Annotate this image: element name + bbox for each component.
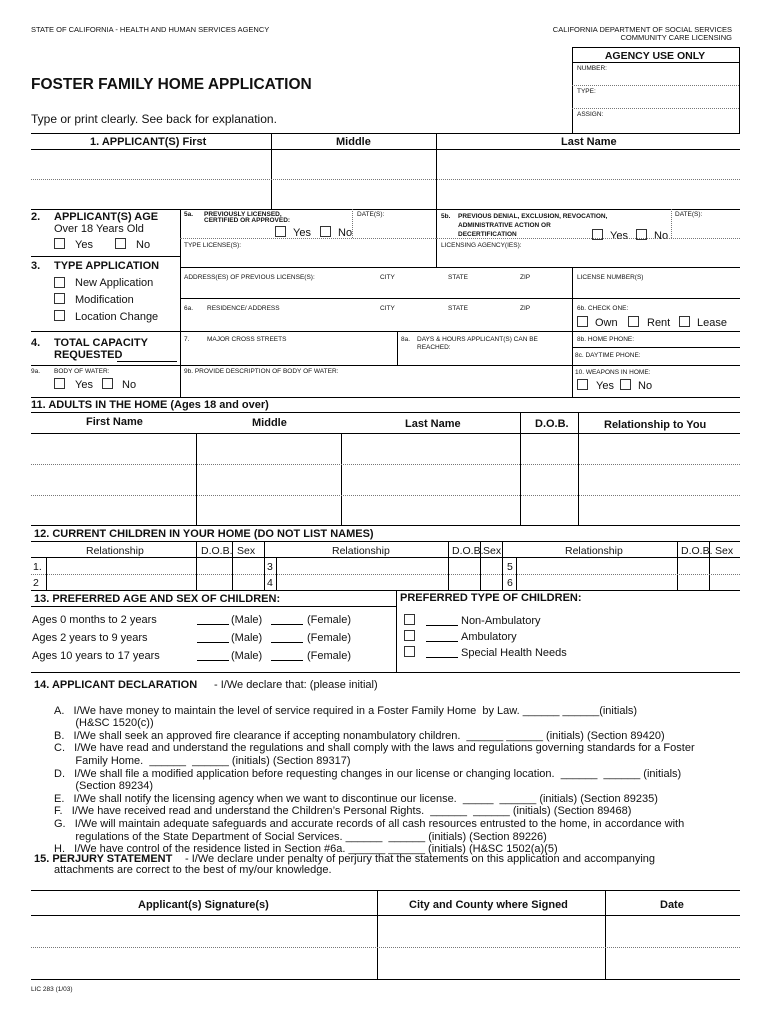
prev-address-label: ADDRESS(ES) OF PREVIOUS LICENSE(S): bbox=[184, 274, 315, 281]
new-application-label: New Application bbox=[75, 277, 154, 289]
age-range-2-label: Ages 2 years to 9 years bbox=[32, 632, 148, 644]
adults-col-middle: Middle bbox=[252, 417, 287, 429]
water-yes-label: Yes bbox=[75, 379, 93, 391]
preferred-age-label: 13. PREFERRED AGE AND SEX OF CHILDREN: bbox=[34, 593, 281, 605]
children-sex-header-1: Sex bbox=[237, 545, 256, 557]
adults-col-last: Last Name bbox=[405, 418, 461, 430]
total-capacity-label: TOTAL CAPACITY bbox=[54, 337, 148, 349]
new-application-checkbox[interactable] bbox=[54, 277, 65, 288]
city-county-col-label: City and County where Signed bbox=[409, 899, 568, 911]
applicant1-last-field[interactable] bbox=[437, 150, 739, 178]
declaration-line-g: G. I/We will maintain adequate safeguards and accurate records of all cash resources entrusted to the home, in accordance with bbox=[54, 817, 685, 830]
signature-field-2[interactable] bbox=[32, 948, 376, 978]
date-field[interactable] bbox=[606, 916, 739, 978]
water-no-checkbox[interactable] bbox=[102, 378, 113, 389]
ambulatory-checkbox[interactable] bbox=[404, 630, 415, 641]
declaration-line-a2: (H&SC 1520(c)) bbox=[54, 717, 154, 730]
s4-number: 4. bbox=[31, 337, 41, 349]
ambulatory-label: Ambulatory bbox=[461, 631, 517, 643]
weapons-label: 10. WEAPONS IN HOME: bbox=[575, 369, 651, 376]
special-health-field[interactable] bbox=[426, 657, 458, 658]
residence-city-label: CITY bbox=[380, 305, 395, 312]
city-county-field[interactable] bbox=[378, 916, 604, 978]
adults-col-relationship: Relationship to You bbox=[604, 419, 707, 431]
prev-licensed-no-checkbox[interactable] bbox=[320, 226, 331, 237]
form-title: FOSTER FAMILY HOME APPLICATION bbox=[31, 76, 312, 93]
body-of-water-label: BODY OF WATER: bbox=[54, 368, 110, 375]
form-subtitle: Type or print clearly. See back for explanation. bbox=[31, 112, 277, 126]
child-6-relationship-field[interactable] bbox=[517, 575, 676, 589]
prev-state-label: STATE bbox=[448, 274, 468, 281]
residence-address-label: RESIDENCE/ ADDRESS bbox=[207, 305, 280, 312]
cross-streets-label: MAJOR CROSS STREETS bbox=[207, 336, 287, 343]
agency-use-title: AGENCY USE ONLY bbox=[604, 50, 706, 62]
signature-field-1[interactable] bbox=[32, 916, 376, 946]
preferred-type-label: PREFERRED TYPE OF CHILDREN: bbox=[400, 592, 582, 604]
type-license-label: TYPE LICENSE(S): bbox=[184, 242, 242, 249]
applicant2-last-field[interactable] bbox=[437, 180, 739, 208]
location-change-checkbox[interactable] bbox=[54, 310, 65, 321]
ambulatory-field[interactable] bbox=[426, 641, 458, 642]
residence-zip-label: ZIP bbox=[520, 305, 531, 312]
weapons-yes-checkbox[interactable] bbox=[577, 379, 588, 390]
s5a-dates-label: DATE(S): bbox=[357, 211, 385, 218]
age-yes-checkbox[interactable] bbox=[54, 238, 65, 249]
applicant-last-label: Last Name bbox=[561, 136, 617, 148]
age-range-3-female-label: (Female) bbox=[307, 650, 352, 662]
children-sex-header-3: Sex bbox=[715, 545, 734, 557]
prev-certified-label: CERTIFIED OR APPROVED: bbox=[204, 217, 291, 224]
declaration-line-d: D. I/We shall file a modified application before requesting changes in our license or changing location. ______ ______ (initials) bbox=[54, 767, 682, 780]
children-rel-header-3: Relationship bbox=[565, 545, 623, 557]
decertification-label: DECERTIFICATION bbox=[458, 231, 517, 238]
children-rel-header-2: Relationship bbox=[332, 545, 390, 557]
prev-zip-label: ZIP bbox=[520, 274, 531, 281]
check-one-label: 6b. CHECK ONE: bbox=[577, 305, 629, 312]
declaration-line-b: B. I/We shall seek an approved fire clearance if accepting nonambulatory children. ______ ______ (initials) (Section 89420) bbox=[54, 729, 665, 742]
weapons-yes-label: Yes bbox=[596, 380, 614, 392]
own-checkbox[interactable] bbox=[577, 316, 588, 327]
declaration-line-h: H. I/We have control of the residence listed in Section #6a. ______ ______ (initials) (H&SC 1502(a)(5) bbox=[54, 843, 558, 856]
days-hours-reached-label: REACHED: bbox=[417, 344, 451, 351]
age-range-1-female-field[interactable] bbox=[271, 624, 303, 625]
declaration-line-e: E. I/We shall notify the licensing agency when we want to discontinue our license. _____ ______ (initials) (Section 89235) bbox=[54, 792, 658, 805]
age-range-3-male-field[interactable] bbox=[197, 660, 229, 661]
adults-col-dob: D.O.B. bbox=[535, 418, 569, 430]
s5b-number: 5b. bbox=[441, 213, 451, 220]
applicant-age-sub: Over 18 Years Old bbox=[54, 223, 144, 235]
declaration-list bbox=[54, 692, 695, 868]
declaration-line-g2: regulations of the State Department of Social Services. ______ ______ (initials) (Section 89226) bbox=[54, 830, 547, 843]
water-description-label: 9b. PROVIDE DESCRIPTION OF BODY OF WATER: bbox=[184, 368, 339, 375]
date-col-label: Date bbox=[660, 899, 684, 911]
applicant-middle-label: Middle bbox=[336, 136, 371, 148]
non-ambulatory-field[interactable] bbox=[426, 625, 458, 626]
age-range-1-male-field[interactable] bbox=[197, 624, 229, 625]
weapons-no-label: No bbox=[638, 380, 653, 392]
child-3-relationship-field[interactable] bbox=[277, 558, 447, 573]
licensing-agencies-label: LICENSING AGENCY(IES): bbox=[441, 242, 522, 249]
department-header: CALIFORNIA DEPARTMENT OF SOCIAL SERVICES bbox=[552, 25, 732, 34]
age-no-checkbox[interactable] bbox=[115, 238, 126, 249]
admin-action-label: ADMINISTRATIVE ACTION OR bbox=[458, 222, 551, 229]
applicant2-middle-field[interactable] bbox=[272, 180, 435, 208]
declaration-line-c2: Family Home. ______ ______ (initials) (Section 89317) bbox=[54, 754, 351, 767]
own-label: Own bbox=[595, 317, 618, 329]
age-range-2-male-field[interactable] bbox=[197, 642, 229, 643]
age-range-2-female-field[interactable] bbox=[271, 642, 303, 643]
perjury-label: 15. PERJURY STATEMENT bbox=[34, 853, 173, 865]
children-rel-header-1: Relationship bbox=[86, 545, 144, 557]
water-yes-checkbox[interactable] bbox=[54, 378, 65, 389]
declaration-intro: - I/We declare that: (please initial) bbox=[214, 679, 378, 691]
special-health-checkbox[interactable] bbox=[404, 646, 415, 657]
capacity-field[interactable] bbox=[117, 361, 177, 362]
prev-denial-yes-label: Yes bbox=[610, 230, 628, 242]
modification-checkbox[interactable] bbox=[54, 293, 65, 304]
rent-checkbox[interactable] bbox=[628, 316, 639, 327]
age-range-1-female-label: (Female) bbox=[307, 614, 352, 626]
children-section-label: 12. CURRENT CHILDREN IN YOUR HOME (DO NOT LIST NAMES) bbox=[34, 528, 374, 540]
s3-number: 3. bbox=[31, 260, 41, 272]
residence-state-label: STATE bbox=[448, 305, 468, 312]
capacity-requested-label: REQUESTED bbox=[54, 349, 123, 361]
s8a-number: 8a. bbox=[401, 336, 411, 343]
applicant1-middle-field[interactable] bbox=[272, 150, 435, 178]
children-sex-header-2: Sex bbox=[483, 545, 502, 557]
age-no-label: No bbox=[136, 239, 151, 251]
prev-licensed-yes-label: Yes bbox=[293, 227, 311, 239]
prev-city-label: CITY bbox=[380, 274, 395, 281]
age-range-2-male-label: (Male) bbox=[231, 632, 263, 644]
adult-row-3[interactable] bbox=[32, 496, 740, 524]
child-1-relationship-field[interactable] bbox=[47, 558, 195, 573]
applicant1-first-field[interactable] bbox=[32, 150, 270, 178]
children-dob-header-2: D.O.B. bbox=[452, 545, 484, 557]
declaration-label: 14. APPLICANT DECLARATION bbox=[34, 679, 198, 691]
non-ambulatory-checkbox[interactable] bbox=[404, 614, 415, 625]
age-range-3-male-label: (Male) bbox=[231, 650, 263, 662]
child-row-3-num: 3 bbox=[267, 561, 273, 573]
agency-header: STATE OF CALIFORNIA - HEALTH AND HUMAN SERVICES AGENCY bbox=[31, 25, 270, 34]
home-phone-label: 8b. HOME PHONE: bbox=[577, 336, 635, 343]
declaration-line-d2: (Section 89234) bbox=[54, 780, 154, 793]
lease-checkbox[interactable] bbox=[679, 316, 690, 327]
s5a-number: 5a. bbox=[184, 211, 194, 218]
daytime-phone-label: 8c. DAYTIME PHONE: bbox=[575, 352, 641, 359]
adults-section-label: 11. ADULTS IN THE HOME (Ages 18 and over) bbox=[31, 399, 269, 411]
signature-col-label: Applicant(s) Signature(s) bbox=[138, 899, 269, 911]
form-number: LIC 283 (1/03) bbox=[31, 986, 73, 993]
applicant-first-label: 1. APPLICANT(S) First bbox=[90, 136, 207, 148]
s9a-number: 9a. bbox=[31, 368, 41, 375]
s6a-number: 6a. bbox=[184, 305, 194, 312]
rent-label: Rent bbox=[647, 317, 671, 329]
declaration-line-f: F. I/We have received read and understand the Children’s Personal Rights. ______ ______ (initials) (Section 89468) bbox=[54, 805, 632, 818]
age-range-2-female-label: (Female) bbox=[307, 632, 352, 644]
agency-assign-label: ASSIGN: bbox=[577, 111, 604, 118]
non-ambulatory-label: Non-Ambulatory bbox=[461, 615, 541, 627]
days-hours-label: DAYS & HOURS APPLICANT(S) CAN BE bbox=[417, 336, 538, 343]
age-range-1-male-label: (Male) bbox=[231, 614, 263, 626]
children-dob-header-1: D.O.B. bbox=[201, 545, 233, 557]
adult-row-1[interactable] bbox=[32, 434, 740, 463]
s7-number: 7. bbox=[184, 336, 190, 343]
type-application-label: TYPE APPLICATION bbox=[54, 260, 160, 272]
lease-label: Lease bbox=[697, 317, 727, 329]
adult-row-2[interactable] bbox=[32, 465, 740, 494]
prev-licensed-no-label: No bbox=[338, 227, 353, 239]
prev-denial-no-label: No bbox=[654, 230, 669, 242]
s5b-dates-label: DATE(S): bbox=[675, 211, 703, 218]
age-range-1-label: Ages 0 months to 2 years bbox=[32, 614, 157, 626]
location-change-label: Location Change bbox=[75, 311, 159, 323]
perjury-text-2: attachments are correct to the best of my/our knowledge. bbox=[54, 864, 332, 876]
child-row-4-num: 4 bbox=[267, 577, 273, 589]
perjury-text-1: - I/We declare under penalty of perjury that the statements on this application and accompanying bbox=[185, 853, 656, 865]
special-health-label: Special Health Needs bbox=[461, 647, 567, 659]
age-yes-label: Yes bbox=[75, 239, 93, 251]
age-range-3-label: Ages 10 years to 17 years bbox=[32, 650, 160, 662]
child-row-2-num: 2 bbox=[33, 577, 39, 589]
child-row-5-num: 5 bbox=[507, 561, 513, 573]
s2-number: 2. bbox=[31, 211, 41, 223]
child-2-relationship-field[interactable] bbox=[47, 575, 195, 589]
child-row-6-num: 6 bbox=[507, 577, 513, 589]
modification-label: Modification bbox=[75, 294, 134, 306]
child-5-relationship-field[interactable] bbox=[517, 558, 676, 573]
declaration-line-c: C. I/We have read and understand the regulations and shall comply with the laws and regulations governing standards for a Foster bbox=[54, 742, 695, 755]
children-dob-header-3: D.O.B. bbox=[681, 545, 713, 557]
weapons-no-checkbox[interactable] bbox=[620, 379, 631, 390]
adults-col-first: First Name bbox=[86, 416, 143, 428]
child-4-relationship-field[interactable] bbox=[277, 575, 447, 589]
prev-licensed-yes-checkbox[interactable] bbox=[275, 226, 286, 237]
agency-type-label: TYPE: bbox=[577, 88, 596, 95]
age-range-3-female-field[interactable] bbox=[271, 660, 303, 661]
agency-number-label: NUMBER: bbox=[577, 65, 607, 72]
prev-denial-label: PREVIOUS DENIAL, EXCLUSION, REVOCATION, bbox=[458, 213, 608, 220]
child-row-1-num: 1. bbox=[33, 561, 42, 573]
department-subheader: COMMUNITY CARE LICENSING bbox=[620, 33, 732, 42]
declaration-line-a: A. I/We have money to maintain the level of service required in a Foster Family Home by Law. ______ ______(initials) bbox=[54, 704, 638, 717]
license-numbers-label: LICENSE NUMBER(S) bbox=[577, 274, 644, 281]
applicant-age-label: APPLICANT(S) AGE bbox=[54, 211, 159, 223]
applicant2-first-field[interactable] bbox=[32, 180, 270, 208]
water-no-label: No bbox=[122, 379, 137, 391]
prev-licensed-label: PREVIOUSLY LICENSED, bbox=[204, 211, 282, 218]
